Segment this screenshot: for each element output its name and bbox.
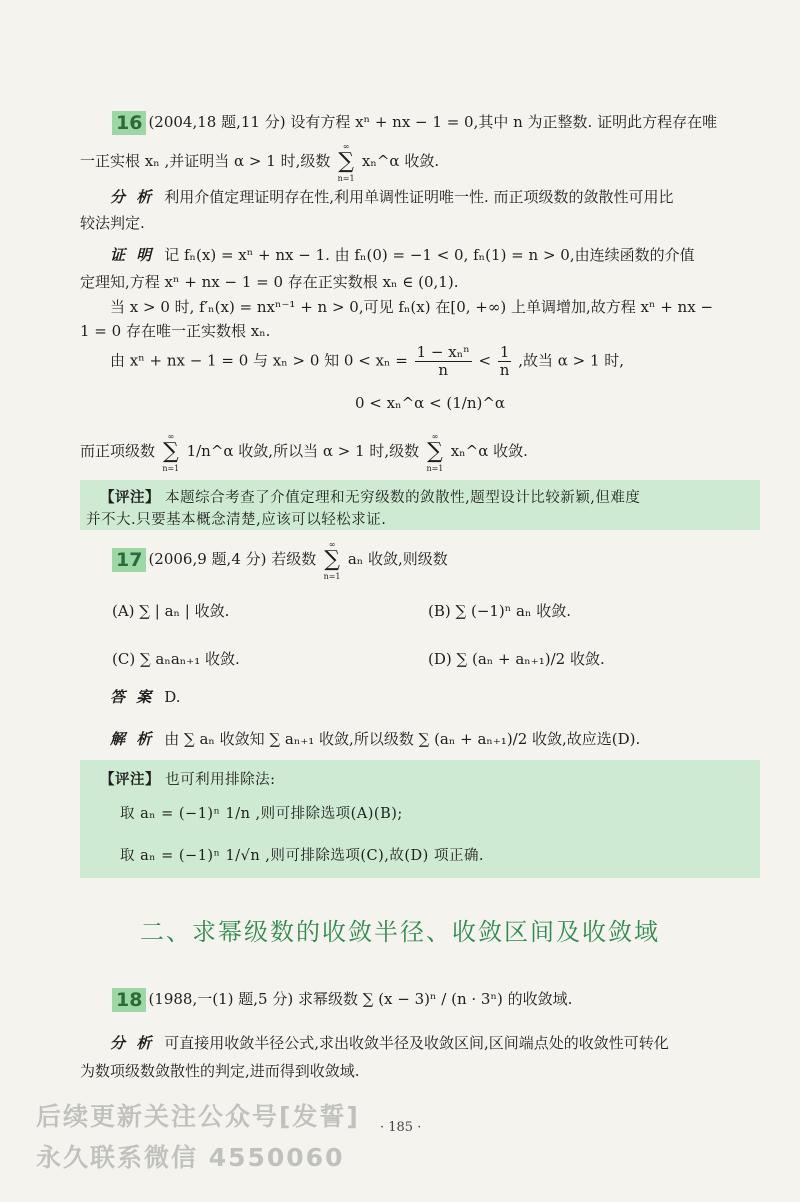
problem-18-analysis-cont: 为数项级数敛散性的判定,进而得到收敛域. [80,1062,360,1080]
proof-line3: 当 x > 0 时, f′ₙ(x) = nxⁿ⁻¹ + n > 0,可见 fₙ(x) 在[0, +∞) 上单调增加,故方程 xⁿ + nx − [110,298,714,316]
problem-16-analysis: 分 析 利用介值定理证明存在性,利用单调性证明唯一性. 而正项级数的敛散性可用比 [110,188,674,206]
page-number: · 185 · [380,1120,422,1135]
note-box-17: 【评注】 也可利用排除法: 取 aₙ = (−1)ⁿ 1/n ,则可排除选项(A)(B); 取 aₙ = (−1)ⁿ 1/√n ,则可排除选项(C),故(D) 项正确. [80,760,760,878]
problem-16-proof: 证 明 记 fₙ(x) = xⁿ + nx − 1. 由 fₙ(0) = −1 < 0, fₙ(1) = n > 0,由连续函数的介值 [110,246,695,264]
solution: 解 析 由 ∑ aₙ 收敛知 ∑ aₙ₊₁ 收敛,所以级数 ∑ (aₙ + aₙ₊₁)/2 收敛,故应选(D). [110,730,641,748]
problem-16-line1: 16 (2004,18 题,11 分) 设有方程 xⁿ + nx − 1 = 0,其中 n 为正整数. 证明此方程存在唯 [112,111,717,135]
option-d: (D) ∑ (aₙ + aₙ₊₁)/2 收敛. [428,650,605,668]
answer: 答 案 D. [110,688,181,706]
problem-18-stem: 18 (1988,一(1) 题,5 分) 求幂级数 ∑ (x − 3)ⁿ / (n · 3ⁿ) 的收敛域. [112,988,572,1012]
proof-line2: 定理知,方程 xⁿ + nx − 1 = 0 存在正实数根 xₙ ∈ (0,1). [80,273,459,291]
problem-16-analysis-cont: 较法判定. [80,214,145,232]
note-box-16: 【评注】 本题综合考查了介值定理和无穷级数的敛散性,题型设计比较新颖,但难度 并不大.只要基本概念清楚,应该可以轻松求证. [80,480,760,530]
proof-line4: 1 = 0 存在唯一正实数根 xₙ. [80,322,271,340]
sum-symbol: ∞ ∑ n=1 [162,432,180,473]
problem-18-analysis: 分 析 可直接用收敛半径公式,求出收敛半径及收敛区间,区间端点处的收敛性可转化 [110,1034,669,1052]
problem-number-badge: 18 [112,988,146,1012]
problem-16-line2: 一正实根 xₙ ,并证明当 α > 1 时,级数 ∞ ∑ n=1 xₙ^α 收敛. [80,142,440,183]
sum-symbol: ∞ ∑ n=1 [323,540,341,581]
inequality: 0 < xₙ^α < (1/n)^α [355,394,506,412]
proof-conclusion: 而正项级数 ∞ ∑ n=1 1/n^α 收敛,所以当 α > 1 时,级数 ∞ ∑ n=1 xₙ^α 收敛. [80,432,528,473]
option-b: (B) ∑ (−1)ⁿ aₙ 收敛. [428,602,572,620]
watermark-line2: 永久联系微信 4550060 [36,1143,345,1172]
problem-number-badge: 16 [112,111,146,135]
fraction: $\frac{\text{1 − xₙⁿ}}{n}$ [416,343,470,379]
proof-line5: 由 xⁿ + nx − 1 = 0 与 xₙ > 0 知 0 < xₙ = $\frac{\text{1 − xₙⁿ}}{n}$ < $\frac{1}{n}$ ,故当 α > 1 时, [110,343,625,379]
option-c: (C) ∑ aₙaₙ₊₁ 收敛. [112,650,240,668]
problem-number-badge: 17 [112,548,146,572]
watermark-line1: 后续更新关注公众号[发誓] [36,1102,360,1131]
section-title: 二、求幂级数的收敛半径、收敛区间及收敛域 [140,918,660,946]
sum-symbol: ∞ ∑ n=1 [426,432,444,473]
option-a: (A) ∑ | aₙ | 收敛. [112,602,230,620]
fraction: $\frac{1}{n}$ [499,343,510,379]
problem-17-stem: 17 (2006,9 题,4 分) 若级数 ∞ ∑ n=1 aₙ 收敛,则级数 [112,548,448,572]
sum-symbol: ∞ ∑ n=1 [337,142,355,183]
